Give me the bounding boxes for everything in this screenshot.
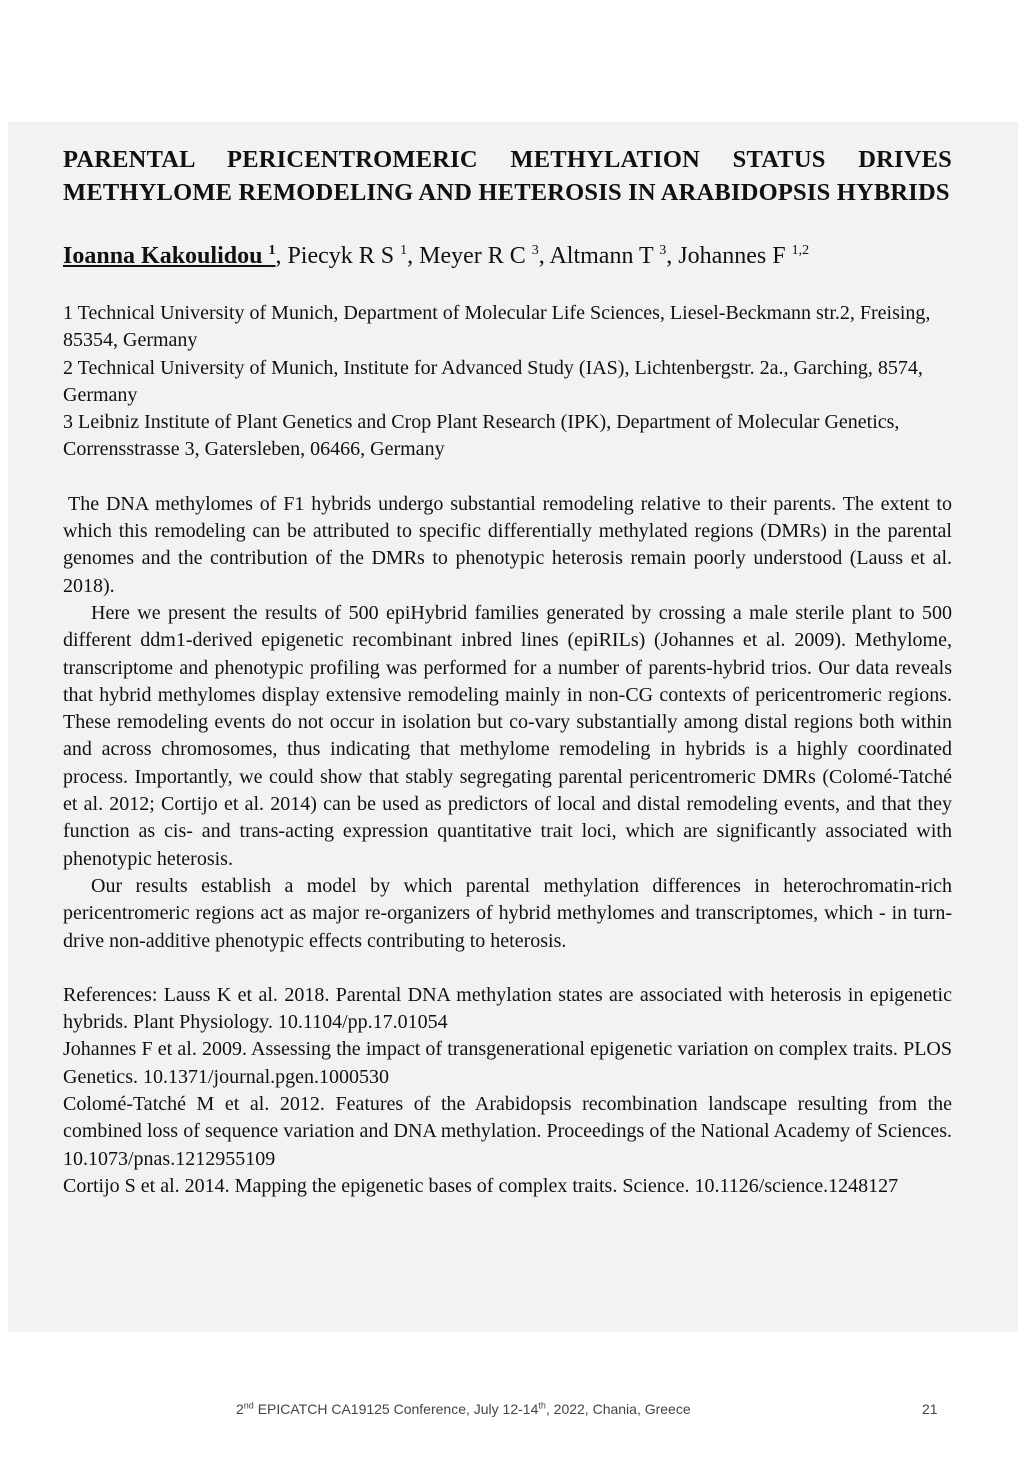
author-affiliation-mark: 1,2 [791, 243, 810, 258]
affiliation-item: 3 Leibniz Institute of Plant Genetics and Crop Plant Research (IPK), Department of Molecular Genetics, Corrensstrasse 3, Gatersleben, 06466, Germany [63, 411, 900, 461]
reference-item: Colomé-Tatché M et al. 2012. Features of the Arabidopsis recombination landscape resulting from the combined loss of sequence variation and DNA methylation. Proceedings of the National Academy of Sciences. 10.1073/pnas.1212955109 [63, 1093, 952, 1170]
affiliations [63, 300, 952, 464]
author-name: Johannes F [678, 243, 792, 269]
author-separator: , [407, 243, 420, 269]
author-separator: , [538, 243, 550, 269]
presenting-author: Ioanna Kakoulidou $^1$ [63, 243, 276, 269]
presenter-affiliation-mark: 1 [268, 243, 276, 258]
reference-item: References: Lauss K et al. 2018. Parental DNA methylation states are associated with heterosis in epigenetic hybrids. Plant Physiology. 10.1104/pp.17.01054 [63, 983, 952, 1034]
author-name: Altmann T [549, 243, 660, 269]
abstract-paragraph: Our results establish a model by which parental methylation differences in heterochromatin-rich pericentromeric regions act as major re-organizers of hybrid methylomes and transcriptomes, which - in turn- drive non-additive phenotypic effects contributing to heterosis. [63, 874, 952, 952]
affiliation-item: 1 Technical University of Munich, Department of Molecular Life Sciences, Liesel-Beckmann str.2, Freising, 85354, Germany [63, 302, 931, 352]
reference-item: Johannes F et al. 2009. Assessing the impact of transgenerational epigenetic variation on complex traits. PLOS Genetics. 10.1371/journal.pgen.1000530 [63, 1038, 952, 1088]
reference-item: Cortijo S et al. 2014. Mapping the epigenetic bases of complex traits. Science. 10.1126/science.1248127 [63, 1174, 899, 1197]
author-affiliation-mark: 3 [531, 243, 539, 258]
author-separator: , [275, 243, 288, 269]
author-name: Piecyk R S [287, 243, 401, 269]
author-affiliation-mark: 3 [659, 243, 667, 258]
abstract-paragraph: Here we present the results of 500 epiHybrid families generated by crossing a male sterile plant to 500 different ddm1-derived epigenetic recombinant inbred lines (epiRILs) (Johannes et al. 2009). Methylome, transcriptome and phenotypic profiling was performed for a number of parents-hybrid trios. Our data reveals that hybrid methylomes display extensive remodeling mainly in non-CG contexts of pericentromeric regions. These remodeling events do not occur in isolation but co-vary substantially among distal regions both within and across chromosomes, thus indicating that methylome remodeling in hybrids is a highly coordinated process. Importantly, we could show that stably segregating parental pericentromeric DMRs (Colomé-Tatché et al. 2012; Cortijo et al. 2014) can be used as predictors of local and distal remodeling events, and that they function as cis- and trans-acting expression quantitative trait loci, which are significantly associated with phenotypic heterosis. [63, 601, 952, 870]
abstract-paragraph: The DNA methylomes of F1 hybrids undergo substantial remodeling relative to their parents. The extent to which this remodeling can be attributed to specific differentially methylated regions (DMRs) in the parental genomes and the contribution of the DMRs to phenotypic heterosis remain poorly understood (Lauss et al. 2018). [63, 492, 952, 597]
author-affiliation-mark: 1 [400, 243, 408, 258]
abstract-title: PARENTAL PERICENTROMERIC METHYLATION STATUS DRIVES METHYLOME REMODELING AND HETEROSIS IN ARABIDOPSIS HYBRIDS [63, 146, 952, 206]
conference-caption: 2nd EPICATCH CA19125 Conference, July 12-14th, 2022, Chania, Greece [236, 1400, 691, 1417]
references [63, 982, 952, 1200]
abstract-body [63, 491, 952, 955]
abstract-content [63, 143, 952, 1200]
page-number: 21 [922, 1401, 938, 1417]
affiliation-item: 2 Technical University of Munich, Institute for Advanced Study (IAS), Lichtenbergstr. 2a., Garching, 8574, Germany [63, 356, 923, 406]
author-line [63, 239, 952, 273]
author-separator: , [666, 243, 679, 269]
author-name: Meyer R C [419, 243, 532, 269]
